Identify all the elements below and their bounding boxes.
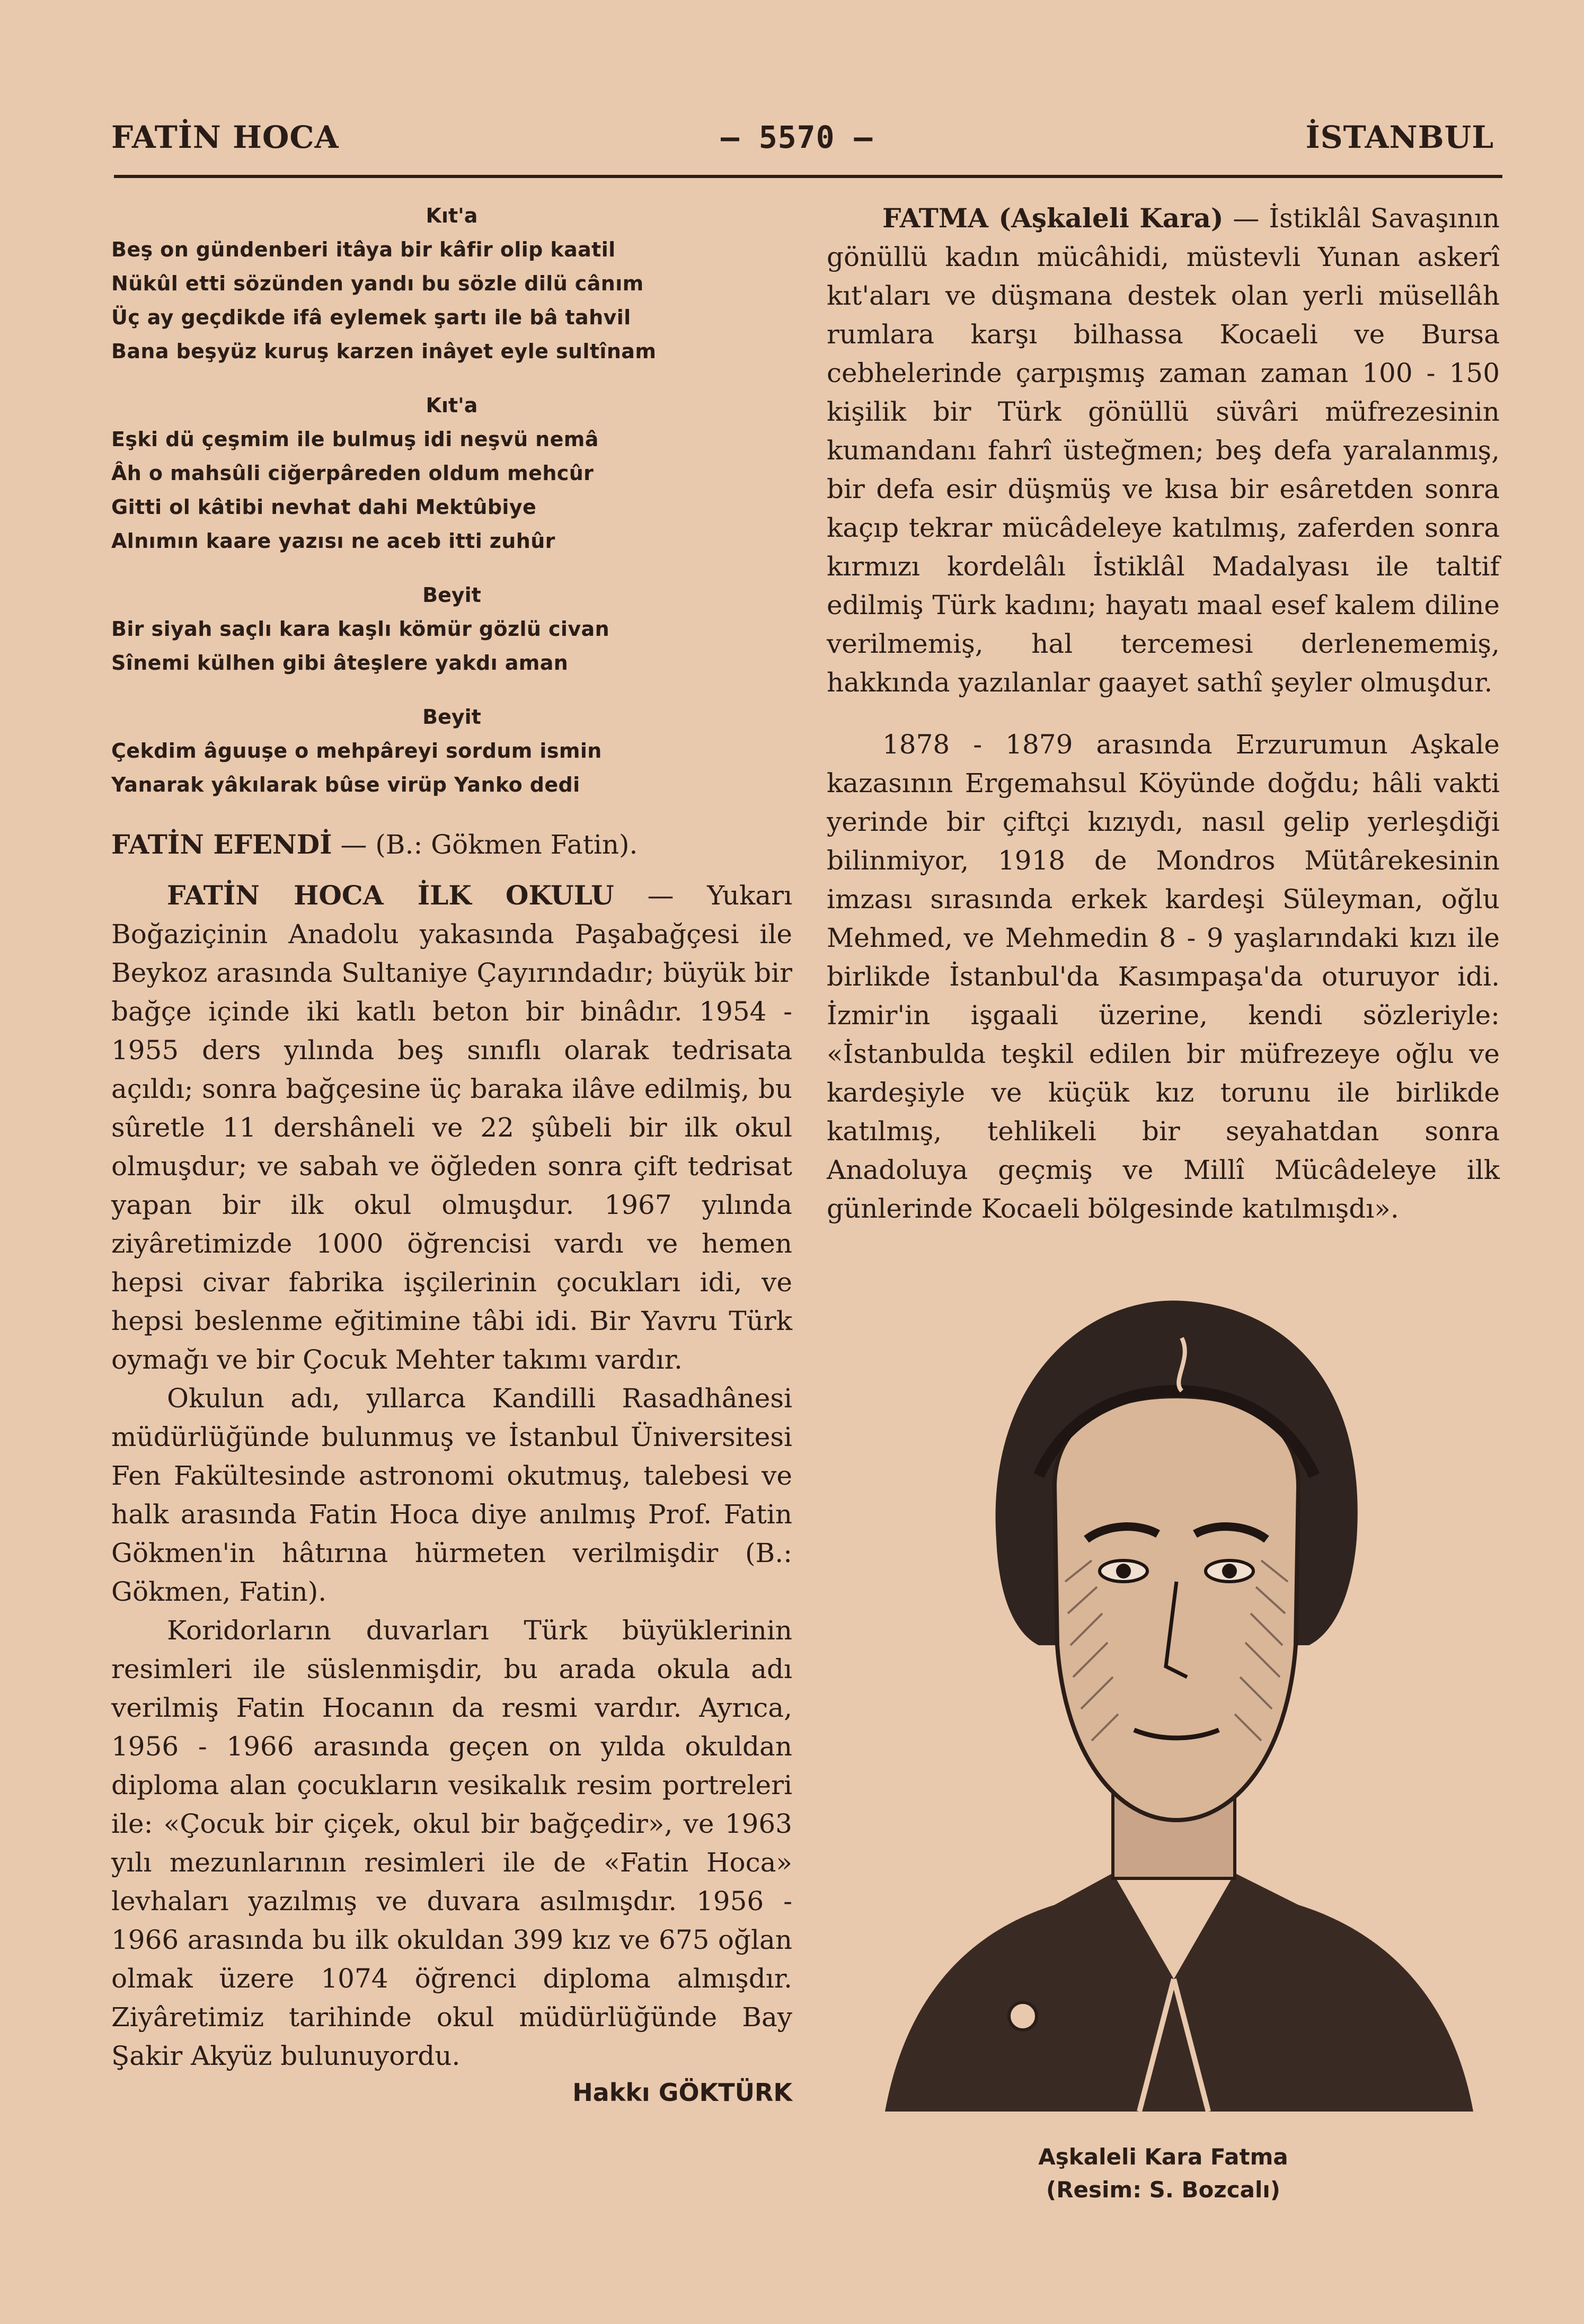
verse-line: Üç ay geçdikde ifâ eylemek şartı ile bâ tahvil xyxy=(111,306,631,329)
paragraph: Koridorların duvarları Türk büyüklerinin resimleri ile süslenmişdir, bu arada okula adı verilmiş Fatin Hocanın da resmi vardır. Ayrıca, 1956 - 1966 arasında geçen on yılda okuldan diploma alan çocukların vesikalık resim portreleri ile: «Çocuk bir çiçek, okul bir bağçedir», ve 1963 yılı mezunlarının resimleri ile de «Fatin Hoca» levhaları yazılmış ve duvara asılmışdır. 1956 - 1966 arasında bu ilk okuldan 399 kız ve 675 oğlan olmak üzere 1074 öğrenci diploma almışdır. Ziyâretimiz tarihinde okul müdürlüğünde Bay Şakir Akyüz bulunuyordu. xyxy=(111,1615,792,2071)
verse-block xyxy=(111,199,792,802)
verse-line: Yanarak yâkılarak bûse virüp Yanko dedi xyxy=(111,773,580,796)
verse-line: Bir siyah saçlı kara kaşlı kömür gözlü civan xyxy=(111,617,610,641)
entry-text: — Yukarı Boğaziçinin Anadolu yakasında Paşabağçesi ile Beykoz arasında Sultaniye Çayırındadır; büyük bir bağçe içinde iki katlı beton bir binâdır. 1954 - 1955 ders yılında beş sınıflı olarak tedrisata açıldı; sonra bağçesine üç baraka ilâve edilmiş, bu sûretle 11 dershâneli ve 22 şûbeli bir ilk okul olmuşdur; ve sabah ve öğleden sonra çift tedrisat yapan bir ilk okul olmuşdur. 1967 yılında ziyâretimizde 1000 öğrencisi vardı ve hemen hepsi civar fabrika işçilerinin çocukları idi, ve hepsi beslenme eğitimine tâbi idi. Bir Yavru Türk oymağı ve bir Çocuk Mehter takımı vardır. xyxy=(111,880,792,1375)
medal-icon xyxy=(1009,2002,1037,2030)
right-column xyxy=(827,199,1500,1228)
caption-credit: (Resim: S. Bozcalı) xyxy=(1046,2177,1280,2203)
verse-line: Nükûl etti sözünden yandı bu sözle dilü cânım xyxy=(111,272,644,295)
verse-heading: Beyit xyxy=(422,583,481,607)
portrait-caption xyxy=(827,2141,1500,2206)
verse-line: Bana beşyüz kuruş karzen inâyet eyle sultînam xyxy=(111,340,657,363)
author-signature: Hakkı GÖKTÜRK xyxy=(572,2078,792,2107)
entry-text: — İstiklâl Savaşının gönüllü kadın mücâhidi, müstevli Yunan askerî kıt'aları ve düşmana destek olan yerli müsellâh rumlara karşı bilhassa Kocaeli ve Bursa cebhelerinde çarpışmış zaman zaman 100 - 150 kişilik bir Türk gönüllü süvâri müfrezesinin kumandanı fahrî üsteğmen; beş defa yaralanmış, bir defa esir düşmüş ve kısa bir esâretden sonra kaçıp tekrar mücâdeleye katılmış, zaferden sonra kırmızı kordelâlı İstiklâl Madalyası ile taltif edilmiş Türk kadını; hayatı maal esef kalem diline verilmemiş, hal tercemesi derlenememiş, hakkında yazılanlar gaayet sathî şeyler olmuşdur. xyxy=(827,203,1500,698)
paragraph: Okulun adı, yıllarca Kandilli Rasadhânesi müdürlüğünde bulunmuş ve İstanbul Üniversitesi Fen Fakültesinde astronomi okutmuş, talebesi ve halk arasında Fatin Hoca diye anılmış Prof. Fatin Gökmen'in hâtırına hürmeten verilmişdir (B.: Gökmen, Fatin). xyxy=(111,1383,792,1607)
verse-line: Âh o mahsûli ciğerpâreden oldum mehcûr xyxy=(111,462,594,485)
verse-line: Gitti ol kâtibi nevhat dahi Mektûbiye xyxy=(111,495,537,519)
caption-name: Aşkaleli Kara Fatma xyxy=(1038,2144,1288,2170)
entry-fatin-hoca-ilk-okulu xyxy=(111,876,792,1379)
entry-headword: FATİN EFENDİ xyxy=(111,829,332,860)
running-header xyxy=(111,119,1494,162)
verse-line: Çekdim âguuşe o mehpâreyi sordum ismin xyxy=(111,739,602,762)
entry-fatma xyxy=(827,199,1500,702)
page-number: — 5570 — xyxy=(721,119,873,155)
verse-line: Eşki dü çeşmim ile bulmuş idi neşvü nemâ xyxy=(111,428,599,451)
verse-heading: Kıt'a xyxy=(426,204,478,227)
entry-headword: FATİN HOCA İLK OKULU xyxy=(167,880,614,911)
header-rule xyxy=(114,175,1502,178)
header-left: FATİN HOCA xyxy=(111,119,339,155)
portrait-illustration xyxy=(864,1264,1484,2117)
paragraph: 1878 - 1879 arasında Erzurumun Aşkale kazasının Ergemahsul Köyünde doğdu; hâli vakti yerinde bir çiftçi kızıydı, nasıl gelip yerleşdiği bilinmiyor, 1918 de Mondros Mütârekesinin imzası sırasında erkek kardeşi Süleyman, oğlu Mehmed, ve Mehmedin 8 - 9 yaşlarındaki kızı ile birlikde İstanbul'da Kasımpaşa'da oturuyor idi. İzmir'in işgaali üzerine, kendi sözleriyle: «İstanbulda teşkil edilen bir müfrezeye oğlu ve kardeşiyle ve küçük kız torunu ile birlikde katılmış, tehlikeli bir seyahatdan sonra Anadoluya geçmiş ve Millî Mücâdeleye ilk günlerinde Kocaeli bölgesinde katılmışdı». xyxy=(827,729,1500,1224)
verse-heading: Beyit xyxy=(422,705,481,729)
verse-line: Beş on gündenberi itâya bir kâfir olip kaatil xyxy=(111,238,616,261)
entry-headword: FATMA (Aşkaleli Kara) xyxy=(882,202,1224,234)
entry-fatin-efendi xyxy=(111,825,792,864)
entry-text: — (B.: Gökmen Fatin). xyxy=(332,829,638,860)
verse-heading: Kıt'a xyxy=(426,394,478,417)
verse-line: Sînemi külhen gibi âteşlere yakdı aman xyxy=(111,651,569,675)
left-column xyxy=(111,199,792,2109)
header-right: İSTANBUL xyxy=(1305,119,1494,155)
verse-line: Alnımın kaare yazısı ne aceb itti zuhûr xyxy=(111,529,555,553)
